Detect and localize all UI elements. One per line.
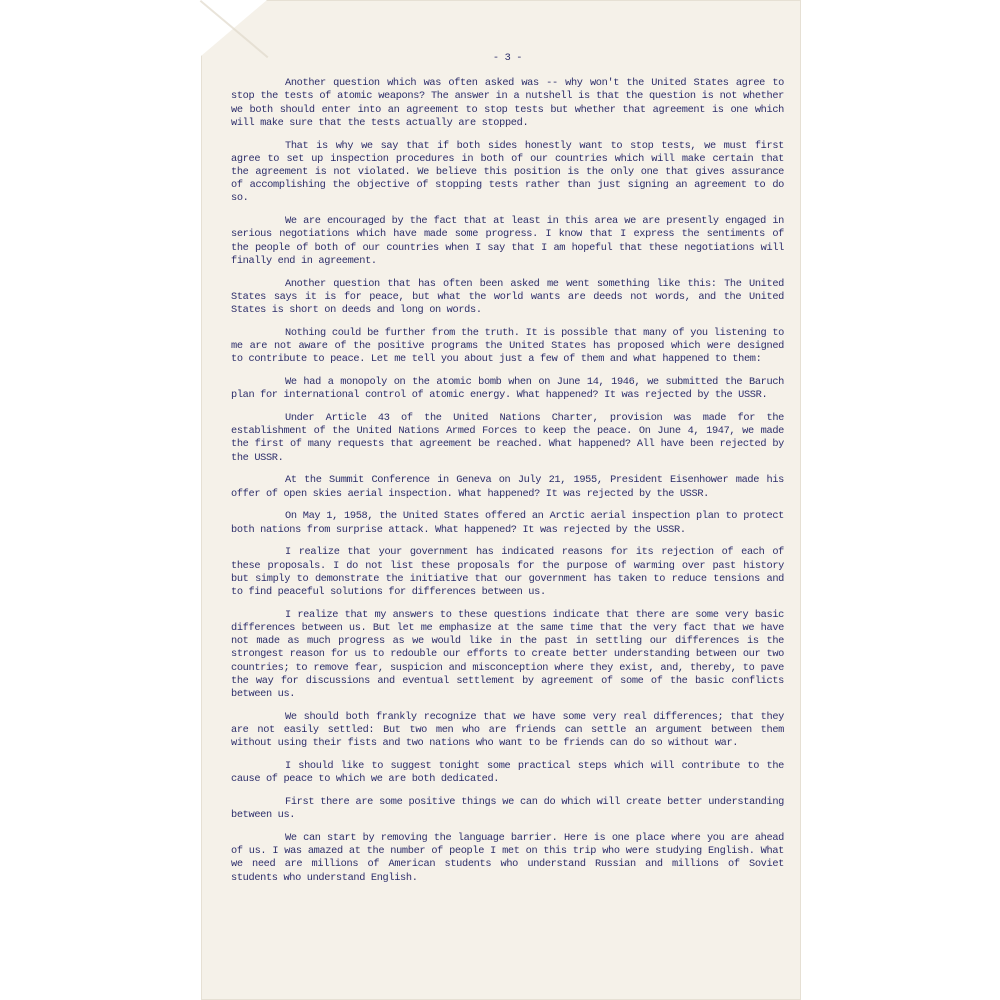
page-number: - 3 -	[492, 52, 523, 64]
paragraph: We had a monopoly on the atomic bomb when on June 14, 1946, we submitted the Baruch plan for international control of atomic energy. What happened? It was rejected by the USSR.	[231, 376, 784, 402]
paragraph: We can start by removing the language barrier. Here is one place where you are ahead of us. I was amazed at the number of people I met on this trip who were studying English. What we need are millions of American students who understand Russian and millions of Soviet students who understand English.	[231, 832, 784, 884]
paragraph: Under Article 43 of the United Nations Charter, provision was made for the establishment of the United Nations Armed Forces to keep the peace. On June 4, 1947, we made the first of many requests that agreement be reached. What happened? All have been rejected by the USSR.	[231, 412, 784, 464]
paragraph: I should like to suggest tonight some practical steps which will contribute to the cause of peace to which we are both dedicated.	[231, 760, 784, 786]
paragraph: We should both frankly recognize that we have some very real differences; that they are not easily settled: But two men who are friends can settle an argument between them without using their fists and two nations who want to be friends can do so without war.	[231, 710, 784, 750]
paragraph: On May 1, 1958, the United States offered an Arctic aerial inspection plan to protect both nations from surprise attack. What happened? It was rejected by the USSR.	[231, 510, 784, 536]
paragraph: I realize that your government has indicated reasons for its rejection of each of these proposals. I do not list these proposals for the purpose of warming over past history but simply to demonstrate the initiative that our government has taken to reduce tensions and to find peaceful solutions for differences between us.	[231, 546, 784, 599]
paragraph: First there are some positive things we can do which will create better understanding between us.	[231, 796, 784, 822]
paragraph: I realize that my answers to these questions indicate that there are some very basic differences between us. But let me emphasize at the same time that the very fact that we have not made as much progress as we would like in the past in settling our differences is the strongest reason for us to redouble our efforts to create better understanding between our two countries; to remove fear, suspicion and misconception where they exist, and, thereby, to pave the way for discussions and eventual settlement by agreement of some of the basic conflicts between us.	[231, 608, 784, 701]
paragraph: At the Summit Conference in Geneva on July 21, 1955, President Eisenhower made his offer of open skies aerial inspection. What happened? It was rejected by the USSR.	[231, 474, 784, 500]
paragraph: We are encouraged by the fact that at least in this area we are presently engaged in serious negotiations which have made some progress. I know that I express the sentiments of the people of both of our countries when I say that I am hopeful that these negotiations will finally end in agreement.	[231, 215, 784, 267]
paragraph: That is why we say that if both sides honestly want to stop tests, we must first agree to set up inspection procedures in both of our countries which will make certain that the agreement is not violated. We believe this position is the only one that gives assurance of accomplishing the objective of stopping tests rather than just signing an agreement to do so.	[231, 139, 784, 205]
paragraph: Another question that has often been asked me went something like this: The United States says it is for peace, but what the world wants are deeds not words, and the United States is short on deeds and long on words.	[231, 277, 784, 317]
paragraph: Nothing could be further from the truth. It is possible that many of you listening to me are not aware of the positive programs the United States has proposed which were designed to contribute to peace. Let me tell you about just a few of them and what happened to them:	[231, 326, 784, 366]
paragraph: Another question which was often asked was -- why won't the United States agree to stop the tests of atomic weapons? The answer in a nutshell is that the question is not whether we both should enter into an agreement to stop tests but whether that agreement is one which will make sure that the tests actually are stopped.	[231, 77, 784, 129]
document-body	[231, 52, 784, 894]
